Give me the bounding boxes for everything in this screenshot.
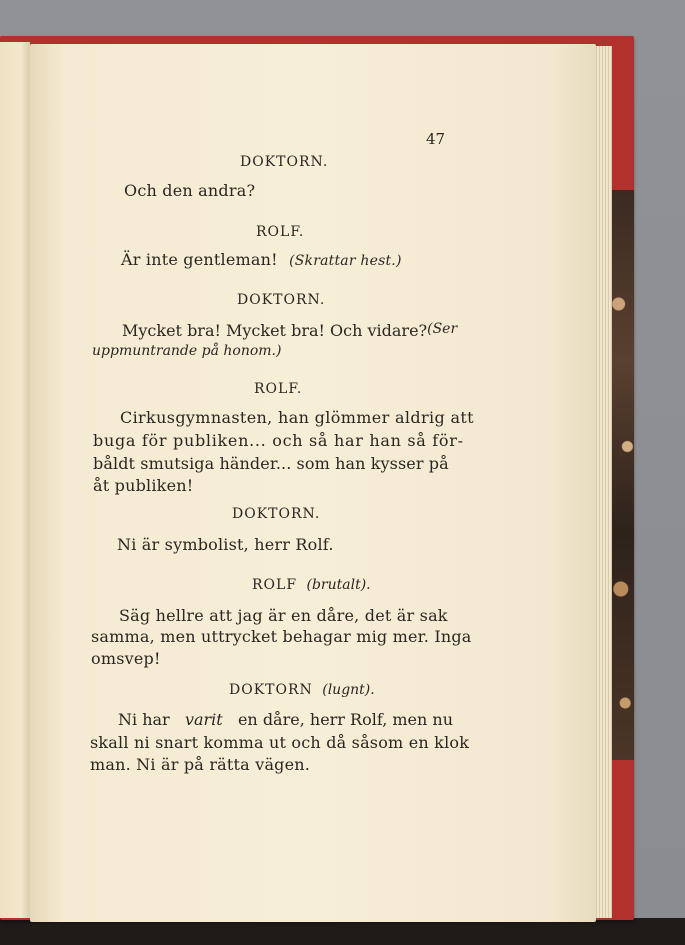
book-page	[30, 44, 596, 922]
emphasized-word: varit	[184, 710, 223, 729]
speaker-heading: DOKTORN.	[240, 154, 329, 170]
dialogue-line: Och den andra?	[124, 181, 256, 200]
stage-direction: (lugnt).	[322, 682, 375, 698]
speaker-name: ROLF	[252, 577, 298, 593]
dialogue-line: Cirkusgymnasten, han glömmer aldrig att	[120, 408, 474, 427]
speaker-heading: DOKTORN.	[232, 506, 321, 522]
dialogue-line	[122, 321, 456, 340]
speaker-heading	[229, 682, 375, 698]
dialogue-line: man. Ni är på rätta vägen.	[90, 755, 311, 774]
left-page-edge	[0, 42, 30, 918]
dialogue-line: Säg hellre att jag är en dåre, det är sak	[119, 606, 448, 625]
dialogue-line	[118, 710, 453, 729]
dialogue-text: en dåre, herr Rolf, men nu	[237, 710, 453, 729]
marbled-spine-edge	[612, 190, 634, 760]
speaker-heading: ROLF.	[254, 381, 303, 397]
page-number: 47	[426, 130, 446, 148]
stage-direction: uppmuntrande på honom.)	[92, 343, 282, 359]
speaker-name: DOKTORN	[229, 682, 313, 698]
dialogue-line: samma, men uttrycket behagar mig mer. Inga	[91, 627, 472, 646]
dialogue-line: skall ni snart komma ut och då såsom en klok	[90, 733, 470, 752]
dialogue-line: Ni är symbolist, herr Rolf.	[117, 535, 334, 554]
dialogue-line: båldt smutsiga händer... som han kysser på	[93, 454, 449, 473]
speaker-heading: ROLF.	[256, 224, 305, 240]
speaker-heading	[252, 577, 371, 593]
dialogue-line: åt publiken!	[93, 476, 194, 495]
stage-direction: (Skrattar hest.)	[289, 253, 402, 269]
dialogue-line: buga för publiken... och så har han så för-	[93, 431, 464, 450]
dialogue-line	[121, 250, 402, 269]
background-shadow	[0, 918, 685, 945]
stage-direction: (brutalt).	[306, 577, 371, 593]
dialogue-line: omsvep!	[91, 649, 161, 668]
dialogue-text: Mycket bra! Mycket bra! Och vidare?	[122, 321, 428, 340]
dialogue-text: Är inte gentleman!	[121, 250, 278, 269]
stage-direction: (Ser	[427, 321, 458, 337]
speaker-heading: DOKTORN.	[237, 292, 326, 308]
dialogue-text: Ni har	[118, 710, 170, 729]
